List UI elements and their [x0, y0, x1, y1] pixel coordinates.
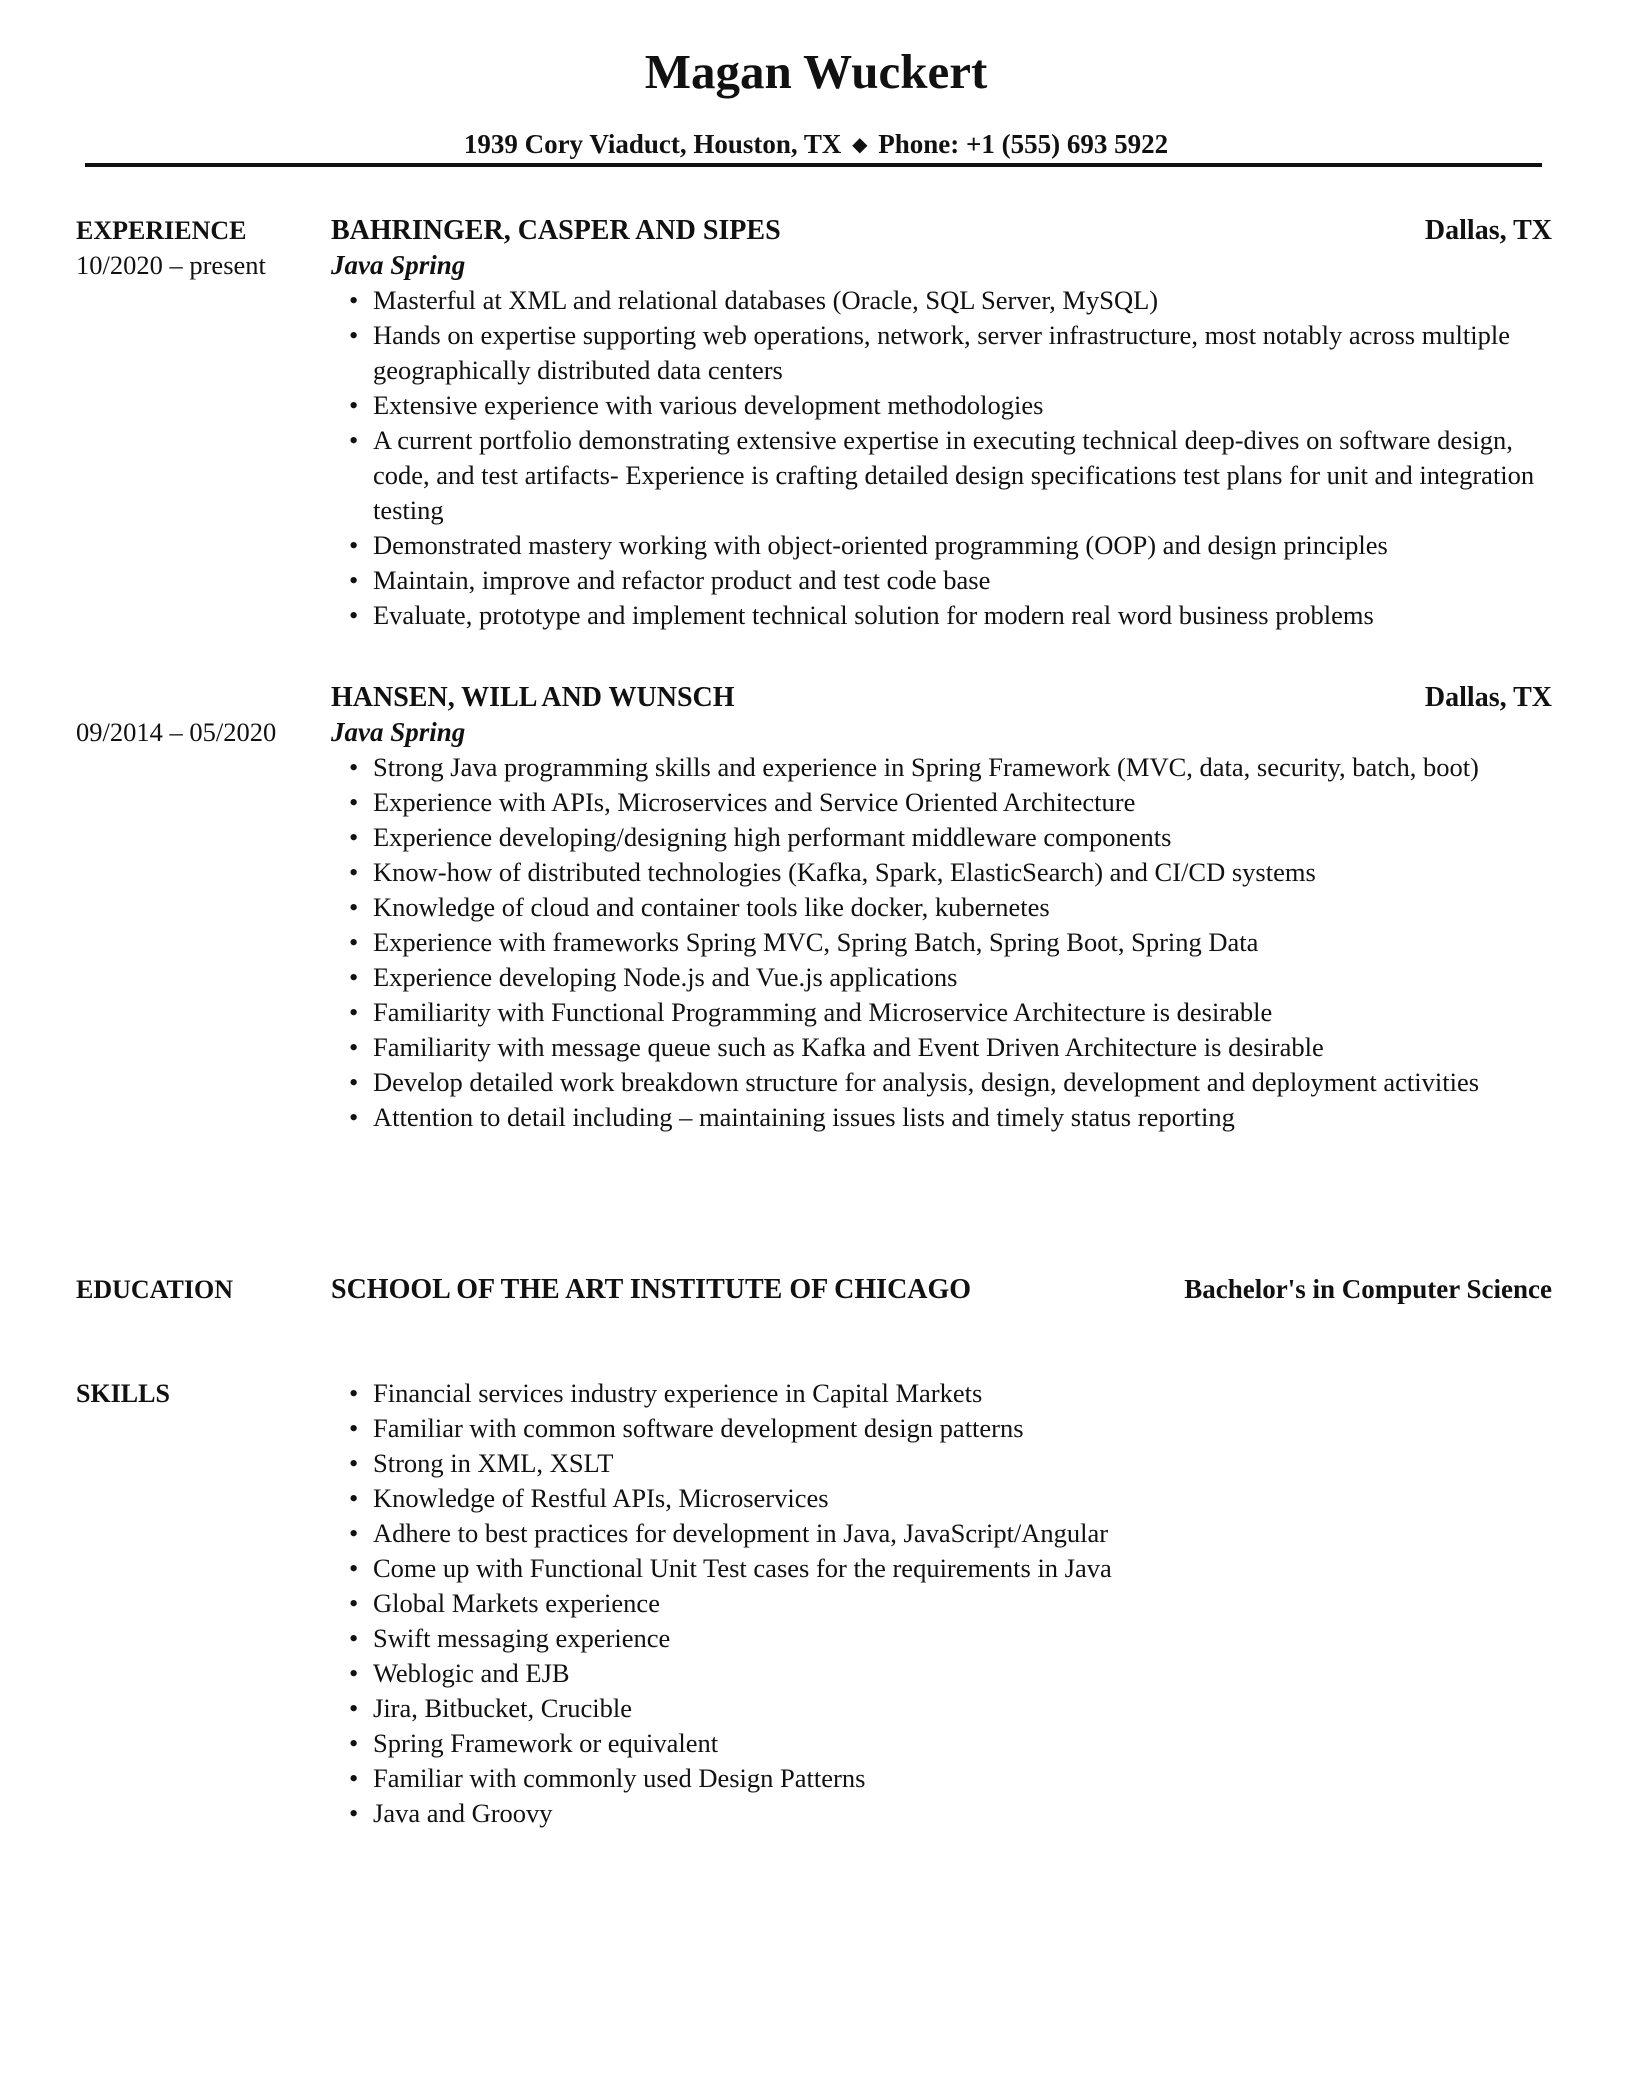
diamond-separator-icon: ◆ [852, 134, 868, 156]
list-item: • Knowledge of Restful APIs, Microservices [373, 1481, 1552, 1516]
job-dates: 10/2020 – present [76, 250, 266, 280]
list-item: • Familiarity with message queue such as Kafka and Event Driven Architecture is desirable [373, 1030, 1552, 1065]
list-item: • Develop detailed work breakdown structure for analysis, design, development and deployment activities [373, 1065, 1552, 1100]
list-item: • Experience with APIs, Microservices and Service Oriented Architecture [373, 785, 1552, 820]
list-item: • Global Markets experience [373, 1586, 1552, 1621]
job-bullets [331, 283, 1552, 633]
list-item: • Knowledge of cloud and container tools like docker, kubernetes [373, 890, 1552, 925]
list-item: • Experience developing Node.js and Vue.js applications [373, 960, 1552, 995]
section-label-skills: SKILLS [76, 1379, 170, 1408]
section-label-education: EDUCATION [76, 1275, 233, 1304]
header-divider [85, 163, 1542, 167]
list-item: • Extensive experience with various development methodologies [373, 388, 1552, 423]
list-item: • Experience developing/designing high performant middleware components [373, 820, 1552, 855]
education-entry [331, 1272, 1552, 1307]
job-header [331, 680, 1552, 715]
list-item: • Swift messaging experience [373, 1621, 1552, 1656]
list-item: • Experience with frameworks Spring MVC, Spring Batch, Spring Boot, Spring Data [373, 925, 1552, 960]
candidate-name: Magan Wuckert [644, 44, 988, 99]
job-header [331, 213, 1552, 248]
list-item: • Weblogic and EJB [373, 1656, 1552, 1691]
list-item: • Strong in XML, XSLT [373, 1446, 1552, 1481]
job-dates: 09/2014 – 05/2020 [76, 717, 277, 747]
list-item: • Jira, Bitbucket, Crucible [373, 1691, 1552, 1726]
job-role: Java Spring [331, 250, 466, 280]
skills-entry [331, 1376, 1552, 1831]
phone: Phone: +1 (555) 693 5922 [878, 129, 1169, 159]
list-item: • Masterful at XML and relational databases (Oracle, SQL Server, MySQL) [373, 283, 1552, 318]
list-item: • Attention to detail including – maintaining issues lists and timely status reporting [373, 1100, 1552, 1135]
list-item: • Familiar with common software development design patterns [373, 1411, 1552, 1446]
list-item: • Come up with Functional Unit Test cases for the requirements in Java [373, 1551, 1552, 1586]
section-label-experience: EXPERIENCE [76, 216, 247, 245]
education-header [331, 1272, 1552, 1307]
job-bullets [331, 750, 1552, 1135]
job-entry [331, 680, 1552, 1135]
job-role: Java Spring [331, 717, 466, 747]
list-item: • Hands on expertise supporting web operations, network, server infrastructure, most notably across multiple geographically distributed data centers [373, 318, 1552, 388]
list-item: • Maintain, improve and refactor product and test code base [373, 563, 1552, 598]
contact-line [0, 126, 1632, 165]
list-item: • Familiarity with Functional Programming and Microservice Architecture is desirable [373, 995, 1552, 1030]
list-item: • Know-how of distributed technologies (Kafka, Spark, ElasticSearch) and CI/CD systems [373, 855, 1552, 890]
list-item: • Familiar with commonly used Design Patterns [373, 1761, 1552, 1796]
list-item: • Demonstrated mastery working with object-oriented programming (OOP) and design principles [373, 528, 1552, 563]
job-location: Dallas, TX [1424, 215, 1552, 246]
list-item: • Spring Framework or equivalent [373, 1726, 1552, 1761]
list-item: • Adhere to best practices for development in Java, JavaScript/Angular [373, 1516, 1552, 1551]
address: 1939 Cory Viaduct, Houston, TX [463, 129, 842, 159]
list-item: • Strong Java programming skills and experience in Spring Framework (MVC, data, security, batch, boot) [373, 750, 1552, 785]
list-item: • Evaluate, prototype and implement technical solution for modern real word business problems [373, 598, 1552, 633]
job-entry [331, 213, 1552, 633]
list-item: • Financial services industry experience in Capital Markets [373, 1376, 1552, 1411]
list-item: • A current portfolio demonstrating extensive expertise in executing technical deep-dives on software design, code, and test artifacts- Experience is crafting detailed design specifications test plans for unit and integration testing [373, 423, 1552, 528]
school-name: SCHOOL OF THE ART INSTITUTE OF CHICAGO [331, 1274, 972, 1305]
skills-list [331, 1376, 1552, 1831]
degree: Bachelor's in Computer Science [1184, 1274, 1552, 1304]
company-name: HANSEN, WILL AND WUNSCH [331, 682, 735, 713]
list-item: • Java and Groovy [373, 1796, 1552, 1831]
job-location: Dallas, TX [1424, 682, 1552, 713]
company-name: BAHRINGER, CASPER AND SIPES [331, 215, 781, 246]
